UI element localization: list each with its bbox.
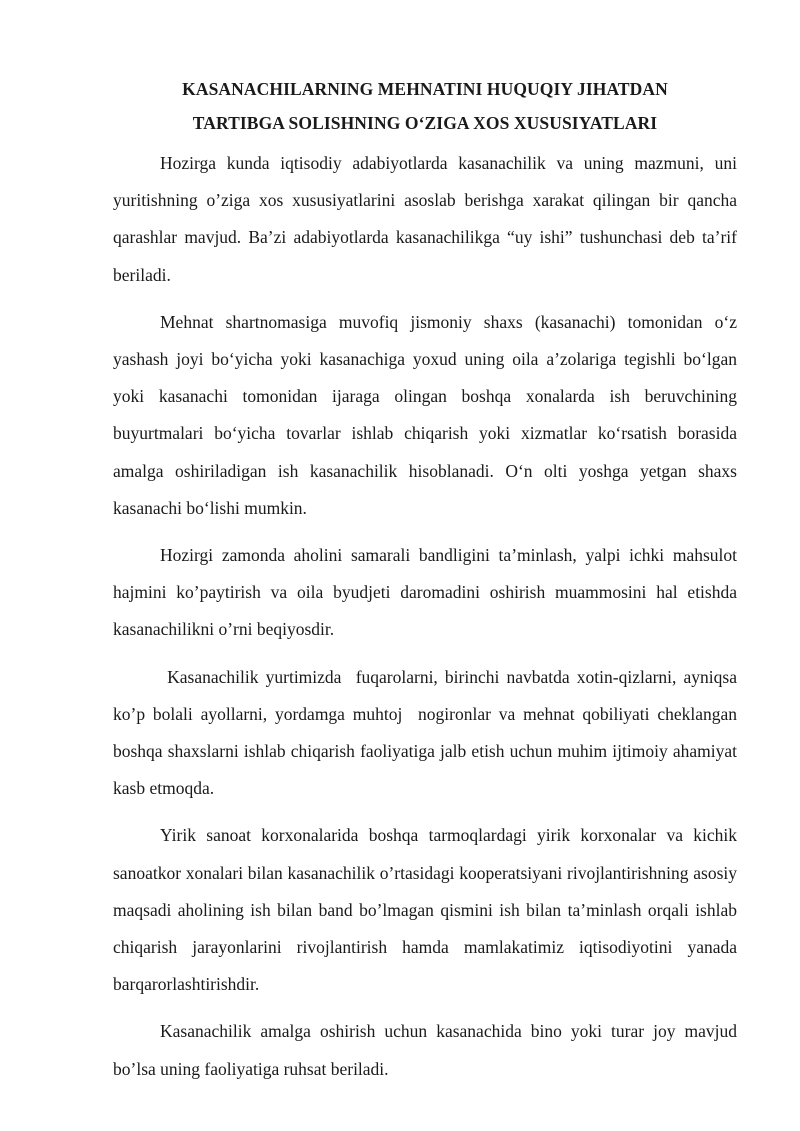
paragraph-1: Hozirga kunda iqtisodiy adabiyotlarda kasanachilik va uning mazmuni, uni yuritishning o’ziga xos xususiyatlarini asoslab berishga xarakat qilingan bir qancha qarashlar mavjud. Ba’zi adabiyotlarda kasanachilikga “uy ishi” tushunchasi deb ta’rif beriladi. [113,153,737,285]
paragraph-5: Yirik sanoat korxonalarida boshqa tarmoqlardagi yirik korxonalar va kichik sanoatkor xonalari bilan kasanachilik o’rtasidagi kooperatsiyani rivojlantirishning asosiy maqsadi aholining ish bilan band bo’lmagan qismini ish bilan ta’minlash orqali ishlab chiqarish jarayonlarini rivojlantirish hamda mamlakatimiz iqtisodiyotini yanada barqarorlashtirishdir. [113,825,737,995]
title-line-2: TARTIBGA SOLISHNING O‘ZIGA XOS XUSUSIYATLARI [192,113,658,133]
paragraph-6: Kasanachilik amalga oshirish uchun kasanachida bino yoki turar joy mavjud bo’lsa uning faoliyatiga ruhsat beriladi. [113,1021,737,1079]
paragraph-2: Mehnat shartnomasiga muvofiq jismoniy shaxs (kasanachi) tomonidan o‘z yashash joyi bo‘yicha yoki kasanachiga yoxud uning oila a’zolariga tegishli bo‘lgan yoki kasanachi tomonidan ijaraga olingan boshqa xonalarda ish beruvchining buyurtmalari bo‘yicha tovarlar ishlab chiqarish yoki xizmatlar ko‘rsatish borasida amalga oshiriladigan ish kasanachilik hisoblanadi. O‘n olti yoshga yetgan shaxs kasanachi bo‘lishi mumkin. [113,311,737,518]
document-page [113,72,742,1098]
title-line-1: KASANACHILARNING MEHNATINI HUQUQIY JIHATDAN [182,79,668,99]
paragraph-3: Hozirgi zamonda aholini samarali bandligini ta’minlash, yalpi ichki mahsulot hajmini ko’paytirish va oila byudjeti daromadini oshirish muammosini hal etishda kasanachilikni o’rni beqiyosdir. [113,545,737,640]
paragraph-4: Kasanachilik yurtimizda fuqarolarni, birinchi navbatda xotin-qizlarni, ayniqsa ko’p bolali ayollarni, yordamga muhtoj nogironlar va mehnat qobiliyati cheklangan boshqa shaxslarni ishlab chiqarish faoliyatiga jalb etish uchun muhim ijtimoiy ahamiyat kasb etmoqda. [113,666,742,799]
document-title [113,72,737,140]
